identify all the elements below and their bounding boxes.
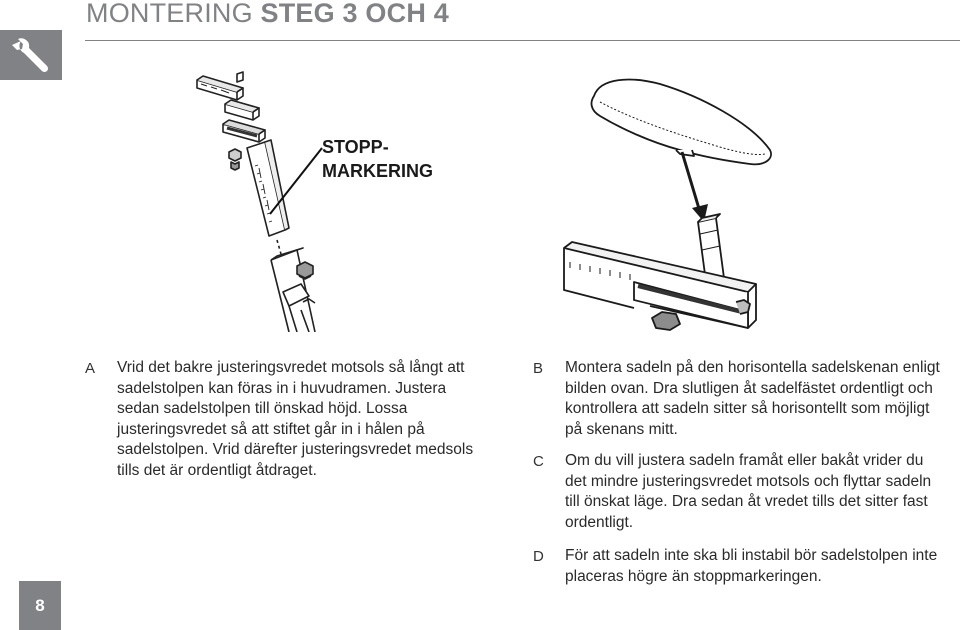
- saddle-illustration: [560, 72, 782, 338]
- step-text-c: Om du vill justera sadeln framåt eller bakåt vrider du det mindre justeringsvredet motsols och flyttar sadeln till önskat läge. Dra sedan åt vredet tills det sitter fast ordentligt.: [565, 452, 932, 531]
- callout-leader-line: [268, 146, 324, 216]
- step-letter-a: A: [85, 360, 96, 377]
- wrench-icon: [11, 35, 51, 75]
- page-title-bold: STEG 3 OCH 4: [260, 0, 449, 28]
- page-title: [86, 0, 449, 29]
- title-divider: [85, 40, 960, 41]
- step-text-d: För att sadeln inte ska bli instabil bör sadelstolpen inte placeras högre än stoppmarkeringen.: [565, 547, 938, 585]
- page-title-light: MONTERING: [86, 0, 253, 28]
- callout-line-1: STOPP-: [322, 137, 389, 157]
- callout-line-2: MARKERING: [322, 161, 433, 181]
- page-number: [19, 581, 61, 630]
- step-letter-d: D: [533, 548, 544, 565]
- step-text-b: Montera sadeln på den horisontella sadelskenan enligt bilden ovan. Dra slutligen åt sadelfästet ordentligt och kontrollera att sadeln sitter så horisontellt som möjligt på skenans mitt.: [565, 359, 940, 438]
- stop-marking-callout: [322, 135, 433, 183]
- step-letter-b: B: [533, 360, 544, 377]
- page-number-label: 8: [35, 595, 45, 615]
- step-text-a: Vrid det bakre justeringsvredet motsols så långt att sadelstolpen kan föras in i huvudramen. Justera sedan sadelstolpen till önskad höjd. Lossa justeringsvredet så att stiftet går in i hålen på sadelstolpen. Vrid därefter justeringsvredet medsols tills det är ordentligt åtdraget.: [117, 359, 474, 479]
- section-icon-box: [0, 30, 62, 80]
- step-letter-c: C: [533, 453, 544, 470]
